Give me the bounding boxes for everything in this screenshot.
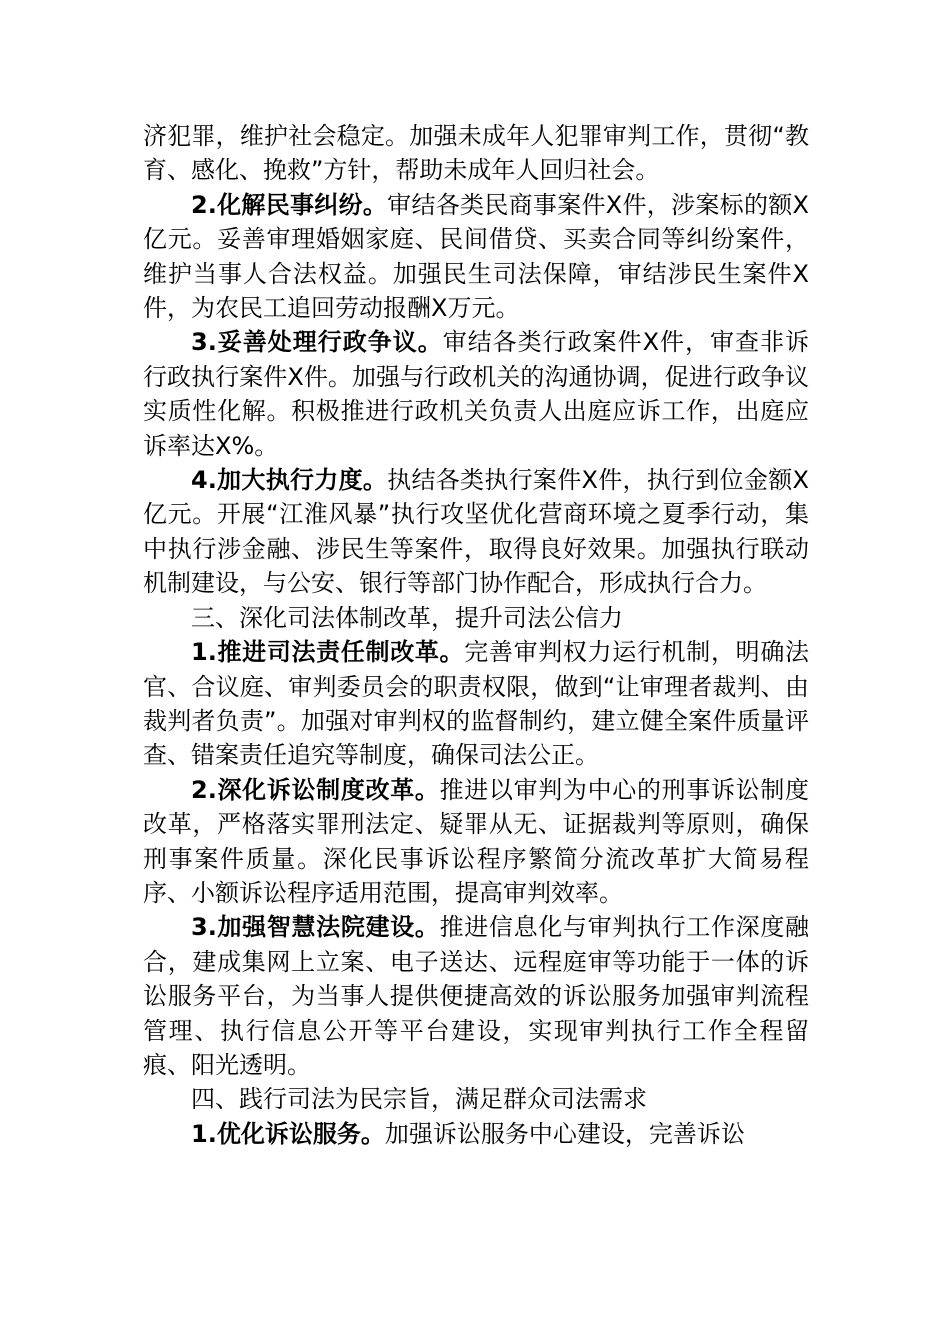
document-page <box>143 119 809 1151</box>
paragraph-judicial-responsibility <box>143 635 809 773</box>
paragraph-text: 加强诉讼服务中心建设，完善诉讼 <box>384 1119 745 1148</box>
paragraph-heading: 4.加大执行力度。 <box>191 466 388 495</box>
paragraph-text: 推进信息化与审判执行工作深度融合，建成集网上立案、电子送达、远程庭审等功能于一体的诉讼服务平台，为当事人提供便捷高效的诉讼服务加强审判流程管理、执行信息公开等平台建设，实现审判执行工作全程留痕、阳光透明。 <box>143 913 809 1079</box>
paragraph-administrative-disputes <box>143 325 809 463</box>
paragraph-text: 审结各类民商事案件X件，涉案标的额X亿元。妥善审理婚姻家庭、民间借贷、买卖合同等纠纷案件，维护当事人合法权益。加强民生司法保障，审结涉民生案件X件，为农民工追回劳动报酬X万元。 <box>143 190 809 323</box>
paragraph-text: 推进以审判为中心的刑事诉讼制度改革，严格落实罪刑法定、疑罪从无、证据裁判等原则，确保刑事案件质量。深化民事诉讼程序繁简分流改革扩大简易程序、小额诉讼程序适用范围，提高审判效率。 <box>143 775 809 907</box>
paragraph-text: 审结各类行政案件X件，审查非诉行政执行案件X件。加强与行政机关的沟通协调，促进行政争议实质性化解。积极推进行政机关负责人出庭应诉工作，出庭应诉率达X%。 <box>143 328 809 460</box>
section-heading-text: 四、践行司法为民宗旨，满足群众司法需求 <box>191 1085 647 1114</box>
section-heading-text: 三、深化司法体制改革，提升司法公信力 <box>191 603 623 632</box>
paragraph-smart-court <box>143 910 809 1082</box>
section-heading-four <box>143 1082 809 1116</box>
paragraph-heading: 2.深化诉讼制度改革。 <box>191 775 440 804</box>
paragraph-text: 完善审判权力运行机制，明确法官、合议庭、审判委员会的职责权限，做到“让审理者裁判、由裁判者负责”。加强对审判权的监督制约，建立健全案件质量评查、错案责任追究等制度，确保司法公正。 <box>143 638 809 770</box>
paragraph-litigation-service <box>143 1117 809 1151</box>
paragraph-text: 执结各类执行案件X件，执行到位金额X亿元。开展“江淮风暴”执行攻坚优化营商环境之夏季行动，集中执行涉金融、涉民生等案件，取得良好效果。加强执行联动机制建设，与公安、银行等部门协作配合，形成执行合力。 <box>143 466 809 598</box>
section-heading-three <box>143 601 809 635</box>
paragraph-heading: 1.优化诉讼服务。 <box>191 1119 385 1148</box>
paragraph-heading: 3.加强智慧法院建设。 <box>191 913 440 942</box>
paragraph-civil-disputes <box>143 188 809 326</box>
paragraph-heading: 3.妥善处理行政争议。 <box>191 328 443 357</box>
paragraph-litigation-reform <box>143 773 809 911</box>
paragraph-enforcement <box>143 463 809 601</box>
paragraph-heading: 2.化解民事纠纷。 <box>191 190 388 219</box>
paragraph-continuation <box>143 119 809 188</box>
paragraph-text: 济犯罪，维护社会稳定。加强未成年人犯罪审判工作，贯彻“教育、感化、挽救”方针，帮助未成年人回归社会。 <box>143 122 809 185</box>
paragraph-heading: 1.推进司法责任制改革。 <box>191 638 465 667</box>
